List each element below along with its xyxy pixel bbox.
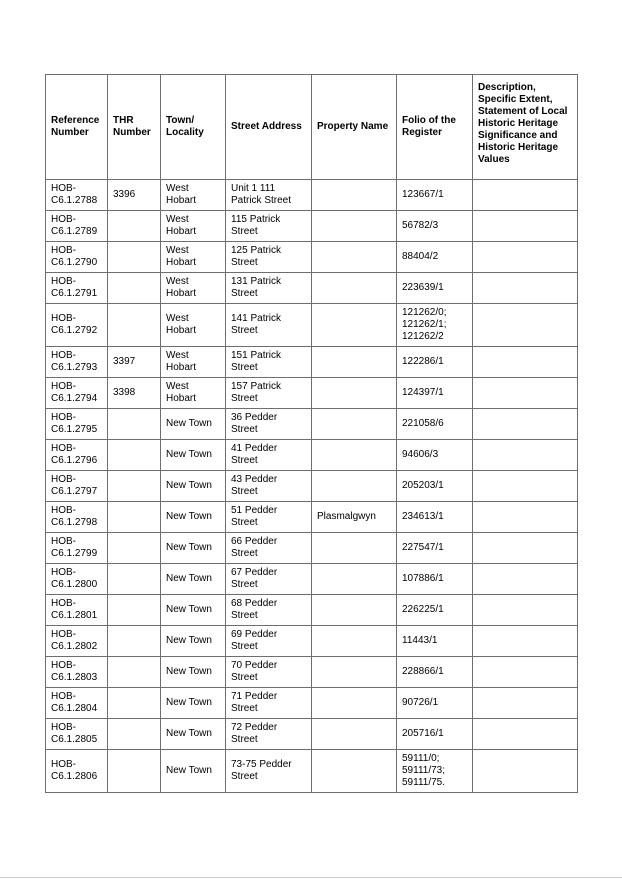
cell-description (473, 211, 578, 242)
cell-town-locality: West Hobart (161, 347, 226, 378)
cell-reference-number: HOB-C6.1.2797 (46, 471, 108, 502)
cell-description (473, 626, 578, 657)
cell-street-address: 157 Patrick Street (226, 378, 312, 409)
cell-property-name (312, 211, 397, 242)
cell-folio: 124397/1 (397, 378, 473, 409)
header-property-name: Property Name (312, 75, 397, 180)
cell-street-address: 69 Pedder Street (226, 626, 312, 657)
cell-description (473, 564, 578, 595)
cell-street-address: 73-75 Pedder Street (226, 750, 312, 793)
table-row (46, 688, 578, 719)
cell-thr-number (108, 688, 161, 719)
cell-description (473, 440, 578, 471)
cell-description (473, 688, 578, 719)
cell-property-name (312, 657, 397, 688)
cell-thr-number (108, 502, 161, 533)
header-folio: Folio of the Register (397, 75, 473, 180)
cell-reference-number: HOB-C6.1.2791 (46, 273, 108, 304)
cell-description (473, 409, 578, 440)
cell-street-address: 51 Pedder Street (226, 502, 312, 533)
cell-town-locality: New Town (161, 626, 226, 657)
cell-thr-number (108, 595, 161, 626)
cell-thr-number (108, 440, 161, 471)
cell-town-locality: West Hobart (161, 378, 226, 409)
cell-description (473, 595, 578, 626)
cell-folio: 56782/3 (397, 211, 473, 242)
cell-folio: 122286/1 (397, 347, 473, 378)
cell-folio: 227547/1 (397, 533, 473, 564)
cell-street-address: 41 Pedder Street (226, 440, 312, 471)
cell-town-locality: West Hobart (161, 304, 226, 347)
cell-thr-number: 3398 (108, 378, 161, 409)
cell-street-address: 68 Pedder Street (226, 595, 312, 626)
cell-property-name (312, 409, 397, 440)
cell-town-locality: West Hobart (161, 242, 226, 273)
cell-street-address: 71 Pedder Street (226, 688, 312, 719)
cell-town-locality: New Town (161, 657, 226, 688)
cell-property-name (312, 304, 397, 347)
table-row (46, 719, 578, 750)
table-row (46, 211, 578, 242)
heritage-register-table (45, 74, 578, 793)
cell-reference-number: HOB-C6.1.2790 (46, 242, 108, 273)
table-row (46, 409, 578, 440)
cell-description (473, 750, 578, 793)
cell-reference-number: HOB-C6.1.2792 (46, 304, 108, 347)
cell-street-address: 131 Patrick Street (226, 273, 312, 304)
cell-folio: 205716/1 (397, 719, 473, 750)
table-row (46, 347, 578, 378)
cell-town-locality: New Town (161, 595, 226, 626)
cell-town-locality: New Town (161, 719, 226, 750)
table-row (46, 657, 578, 688)
cell-reference-number: HOB-C6.1.2804 (46, 688, 108, 719)
table-row (46, 595, 578, 626)
cell-town-locality: West Hobart (161, 273, 226, 304)
cell-property-name (312, 688, 397, 719)
page-bottom-rule (0, 877, 622, 878)
cell-reference-number: HOB-C6.1.2793 (46, 347, 108, 378)
cell-property-name (312, 471, 397, 502)
cell-description (473, 657, 578, 688)
cell-folio: 123667/1 (397, 180, 473, 211)
cell-thr-number (108, 242, 161, 273)
cell-street-address: 70 Pedder Street (226, 657, 312, 688)
header-reference-number: Reference Number (46, 75, 108, 180)
cell-property-name (312, 440, 397, 471)
cell-property-name (312, 595, 397, 626)
cell-folio: 234613/1 (397, 502, 473, 533)
cell-reference-number: HOB-C6.1.2789 (46, 211, 108, 242)
cell-description (473, 347, 578, 378)
cell-description (473, 180, 578, 211)
table-row (46, 564, 578, 595)
cell-property-name (312, 378, 397, 409)
cell-reference-number: HOB-C6.1.2788 (46, 180, 108, 211)
cell-description (473, 242, 578, 273)
cell-thr-number (108, 471, 161, 502)
cell-reference-number: HOB-C6.1.2795 (46, 409, 108, 440)
cell-folio: 59111/0; 59111/73; 59111/75. (397, 750, 473, 793)
cell-property-name (312, 719, 397, 750)
cell-town-locality: West Hobart (161, 211, 226, 242)
cell-thr-number (108, 626, 161, 657)
cell-thr-number (108, 657, 161, 688)
cell-street-address: 67 Pedder Street (226, 564, 312, 595)
cell-folio: 121262/0; 121262/1; 121262/2 (397, 304, 473, 347)
table-row (46, 180, 578, 211)
cell-reference-number: HOB-C6.1.2806 (46, 750, 108, 793)
cell-property-name (312, 626, 397, 657)
cell-description (473, 273, 578, 304)
cell-folio: 11443/1 (397, 626, 473, 657)
cell-town-locality: New Town (161, 564, 226, 595)
cell-town-locality: New Town (161, 409, 226, 440)
table-row (46, 502, 578, 533)
cell-town-locality: West Hobart (161, 180, 226, 211)
cell-folio: 205203/1 (397, 471, 473, 502)
cell-thr-number: 3397 (108, 347, 161, 378)
cell-town-locality: New Town (161, 440, 226, 471)
header-description: Description, Specific Extent, Statement of Local Historic Heritage Significance and Historic Heritage Values (473, 75, 578, 180)
cell-reference-number: HOB-C6.1.2800 (46, 564, 108, 595)
table-row (46, 242, 578, 273)
cell-reference-number: HOB-C6.1.2798 (46, 502, 108, 533)
cell-description (473, 533, 578, 564)
cell-street-address: 125 Patrick Street (226, 242, 312, 273)
cell-folio: 226225/1 (397, 595, 473, 626)
cell-street-address: 141 Patrick Street (226, 304, 312, 347)
cell-town-locality: New Town (161, 750, 226, 793)
cell-description (473, 378, 578, 409)
cell-thr-number (108, 304, 161, 347)
cell-reference-number: HOB-C6.1.2799 (46, 533, 108, 564)
cell-property-name (312, 533, 397, 564)
cell-reference-number: HOB-C6.1.2796 (46, 440, 108, 471)
cell-town-locality: New Town (161, 688, 226, 719)
table-row (46, 750, 578, 793)
cell-thr-number (108, 564, 161, 595)
cell-town-locality: New Town (161, 533, 226, 564)
cell-property-name (312, 564, 397, 595)
cell-town-locality: New Town (161, 471, 226, 502)
cell-thr-number (108, 719, 161, 750)
cell-folio: 88404/2 (397, 242, 473, 273)
table-row (46, 378, 578, 409)
cell-description (473, 471, 578, 502)
cell-thr-number (108, 409, 161, 440)
cell-street-address: Unit 1 111 Patrick Street (226, 180, 312, 211)
table-row (46, 471, 578, 502)
cell-folio: 221058/6 (397, 409, 473, 440)
cell-street-address: 43 Pedder Street (226, 471, 312, 502)
cell-property-name (312, 180, 397, 211)
cell-folio: 107886/1 (397, 564, 473, 595)
cell-thr-number (108, 273, 161, 304)
cell-street-address: 115 Patrick Street (226, 211, 312, 242)
cell-street-address: 151 Patrick Street (226, 347, 312, 378)
cell-property-name (312, 242, 397, 273)
table-row (46, 533, 578, 564)
table-header-row (46, 75, 578, 180)
cell-folio: 94606/3 (397, 440, 473, 471)
table-body (46, 180, 578, 793)
table-row (46, 440, 578, 471)
cell-street-address: 72 Pedder Street (226, 719, 312, 750)
table-row (46, 273, 578, 304)
cell-folio: 223639/1 (397, 273, 473, 304)
cell-description (473, 502, 578, 533)
table-row (46, 626, 578, 657)
cell-thr-number: 3396 (108, 180, 161, 211)
cell-property-name (312, 347, 397, 378)
cell-property-name (312, 750, 397, 793)
cell-reference-number: HOB-C6.1.2794 (46, 378, 108, 409)
cell-property-name: Plasmalgwyn (312, 502, 397, 533)
cell-folio: 228866/1 (397, 657, 473, 688)
header-town-locality: Town/ Locality (161, 75, 226, 180)
cell-reference-number: HOB-C6.1.2803 (46, 657, 108, 688)
cell-reference-number: HOB-C6.1.2802 (46, 626, 108, 657)
header-street-address: Street Address (226, 75, 312, 180)
table-row (46, 304, 578, 347)
cell-reference-number: HOB-C6.1.2801 (46, 595, 108, 626)
cell-thr-number (108, 533, 161, 564)
cell-folio: 90726/1 (397, 688, 473, 719)
cell-property-name (312, 273, 397, 304)
cell-thr-number (108, 750, 161, 793)
cell-description (473, 304, 578, 347)
cell-reference-number: HOB-C6.1.2805 (46, 719, 108, 750)
cell-thr-number (108, 211, 161, 242)
cell-description (473, 719, 578, 750)
cell-street-address: 66 Pedder Street (226, 533, 312, 564)
cell-street-address: 36 Pedder Street (226, 409, 312, 440)
header-thr-number: THR Number (108, 75, 161, 180)
cell-town-locality: New Town (161, 502, 226, 533)
